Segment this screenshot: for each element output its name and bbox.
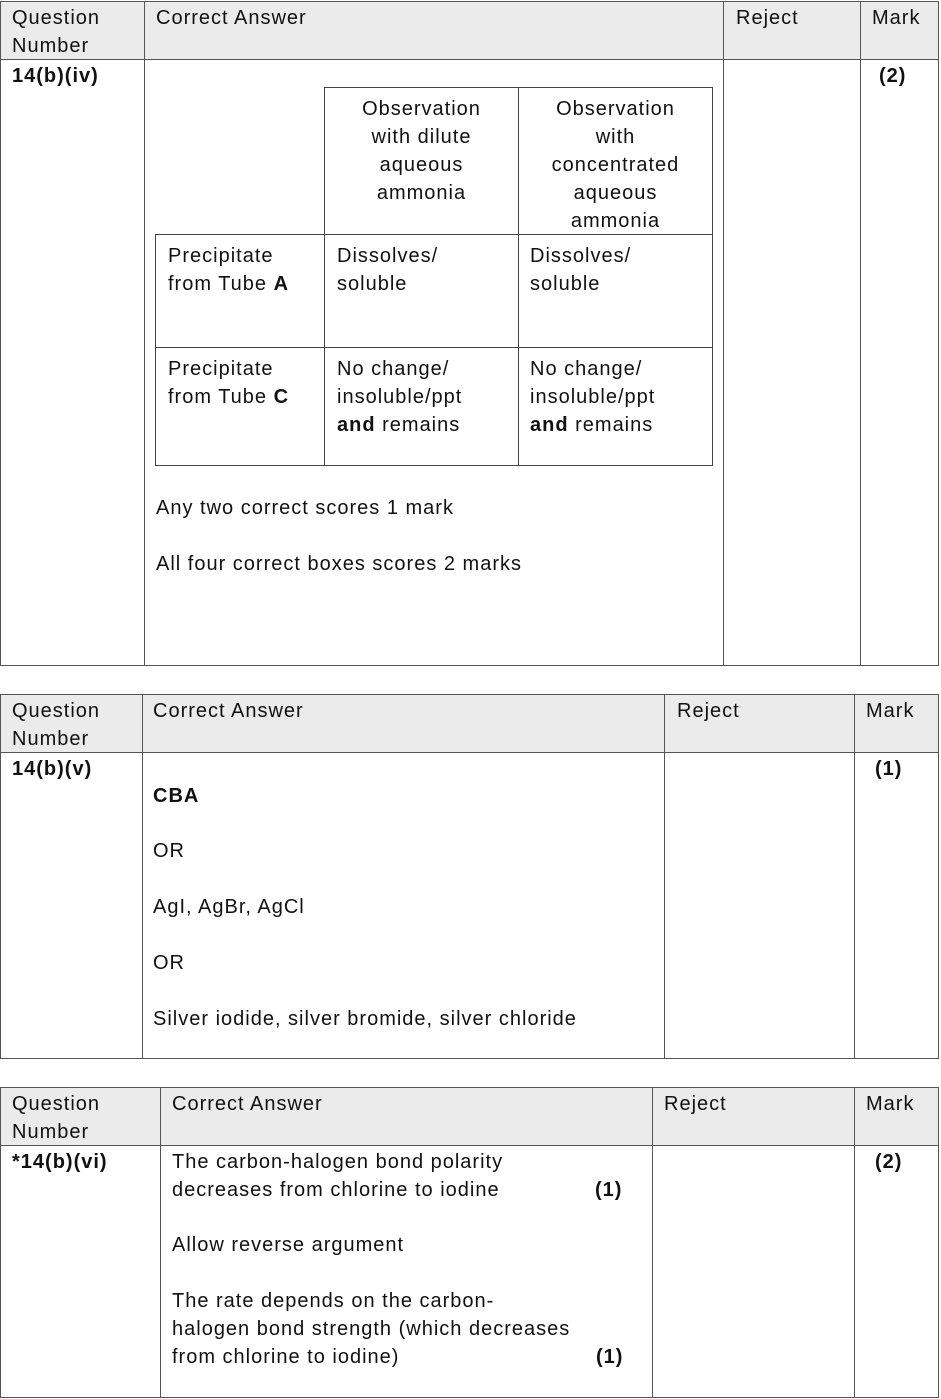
column-divider (664, 695, 665, 1058)
answer-option: AgI, AgBr, AgCl (153, 896, 305, 918)
col-header-dilute: Observation with dilute aqueous ammonia (324, 87, 519, 235)
column-divider (142, 695, 143, 1058)
cell-tube-a-concentrated: Dissolves/ soluble (518, 234, 713, 348)
answer-option: Silver iodide, silver bromide, silver chloride (153, 1008, 577, 1030)
mark-scheme-table-14b-iv (0, 1, 939, 666)
table-header-row (1, 2, 938, 60)
row-label-tube-c: Precipitate from Tube C (155, 347, 325, 466)
column-divider (144, 2, 145, 665)
question-mark: (2) (875, 1151, 903, 1173)
mark-scheme-table-14b-v (0, 694, 939, 1059)
header-reject: Reject (677, 700, 740, 722)
column-divider (860, 2, 861, 665)
header-question-number: Question Number (12, 700, 101, 750)
cell-tube-c-dilute: No change/ insoluble/ppt and remains (324, 347, 519, 466)
answer-point: The carbon-halogen bond polarity (172, 1151, 504, 1173)
header-mark: Mark (866, 700, 915, 722)
scoring-note: Any two correct scores 1 mark (156, 497, 454, 519)
header-correct-answer: Correct Answer (153, 700, 304, 722)
col-header-concentrated: Observation with concentrated aqueous ammonia (518, 87, 713, 235)
answer-point: decreases from chlorine to iodine (172, 1179, 500, 1201)
column-divider (723, 2, 724, 665)
allow-note: Allow reverse argument (172, 1234, 405, 1256)
cell-tube-a-dilute: Dissolves/ soluble (324, 234, 519, 348)
mark-scheme-table-14b-vi (0, 1087, 939, 1398)
question-mark: (1) (875, 758, 903, 780)
answer-separator: OR (153, 840, 185, 862)
cell-tube-c-concentrated: No change/ insoluble/ppt and remains (518, 347, 713, 466)
question-number: *14(b)(vi) (12, 1151, 108, 1173)
point-mark: (1) (595, 1179, 623, 1201)
table-header-row (1, 1088, 938, 1146)
answer-point: halogen bond strength (which decreases (172, 1318, 571, 1340)
header-mark: Mark (866, 1093, 915, 1115)
row-label-tube-a: Precipitate from Tube A (155, 234, 325, 348)
point-mark: (1) (596, 1346, 624, 1368)
header-correct-answer: Correct Answer (172, 1093, 323, 1115)
answer-point: The rate depends on the carbon- (172, 1290, 495, 1312)
column-divider (160, 1088, 161, 1397)
header-reject: Reject (736, 7, 799, 29)
answer-option: CBA (153, 785, 200, 807)
header-mark: Mark (872, 7, 921, 29)
column-divider (854, 695, 855, 1058)
scoring-note: All four correct boxes scores 2 marks (156, 553, 522, 575)
question-mark: (2) (879, 65, 907, 87)
answer-separator: OR (153, 952, 185, 974)
header-reject: Reject (664, 1093, 727, 1115)
header-correct-answer: Correct Answer (156, 7, 307, 29)
answer-point: from chlorine to iodine) (172, 1346, 400, 1368)
question-number: 14(b)(v) (12, 758, 93, 780)
header-question-number: Question Number (12, 1093, 101, 1143)
question-number: 14(b)(iv) (12, 65, 99, 87)
column-divider (854, 1088, 855, 1397)
header-question-number: Question Number (12, 7, 101, 57)
column-divider (652, 1088, 653, 1397)
